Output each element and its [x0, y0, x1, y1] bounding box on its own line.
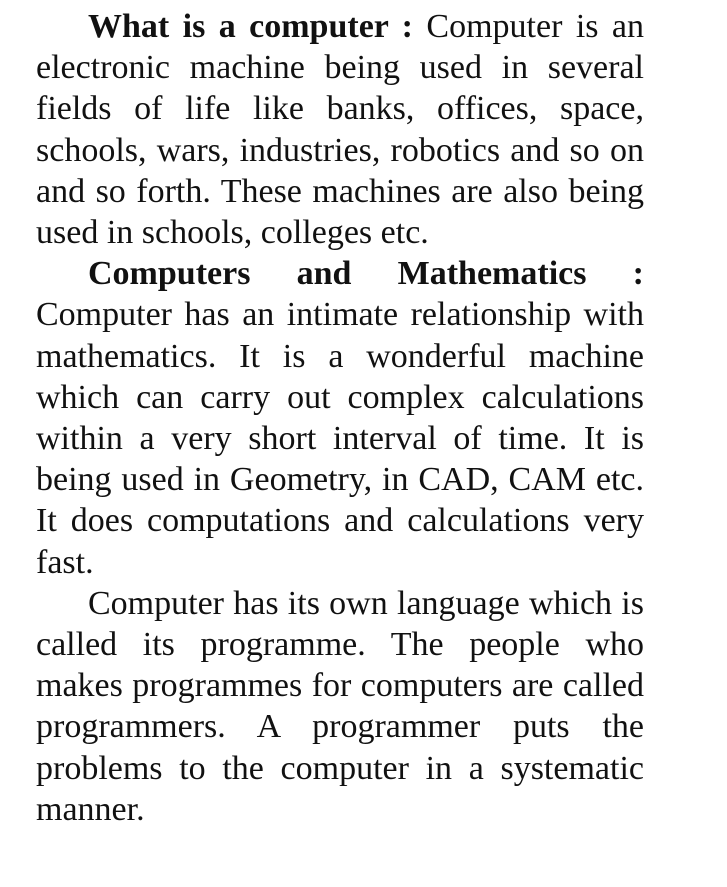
paragraph-computer-language [36, 583, 644, 830]
paragraph-text: Computer is an electronic machine being used in several fields of life like banks, offices, space, schools, wars, industries, robotics and so on and so forth. These machines are also being used in schools, colleges etc. [36, 8, 644, 252]
paragraph-what-is-a-computer [36, 6, 644, 253]
paragraph-text: Computer has its own language which is called its programme. The people who makes programmes for computers are called programmers. A programmer puts the problems to the computer in a systematic manner. [36, 584, 644, 828]
heading-computers-and-mathematics: Computers and Mathematics : [88, 255, 644, 293]
paragraph-text: Computer has an intimate relationship with mathematics. It is a wonderful machine which can carry out complex calculations within a very short interval of time. It is being used in Geometry, in CAD, CAM etc. It does computations and calculations very fast. [36, 296, 644, 581]
paragraph-computers-and-mathematics [36, 253, 644, 583]
heading-what-is-a-computer: What is a computer : [88, 8, 413, 45]
document-page [36, 6, 644, 830]
